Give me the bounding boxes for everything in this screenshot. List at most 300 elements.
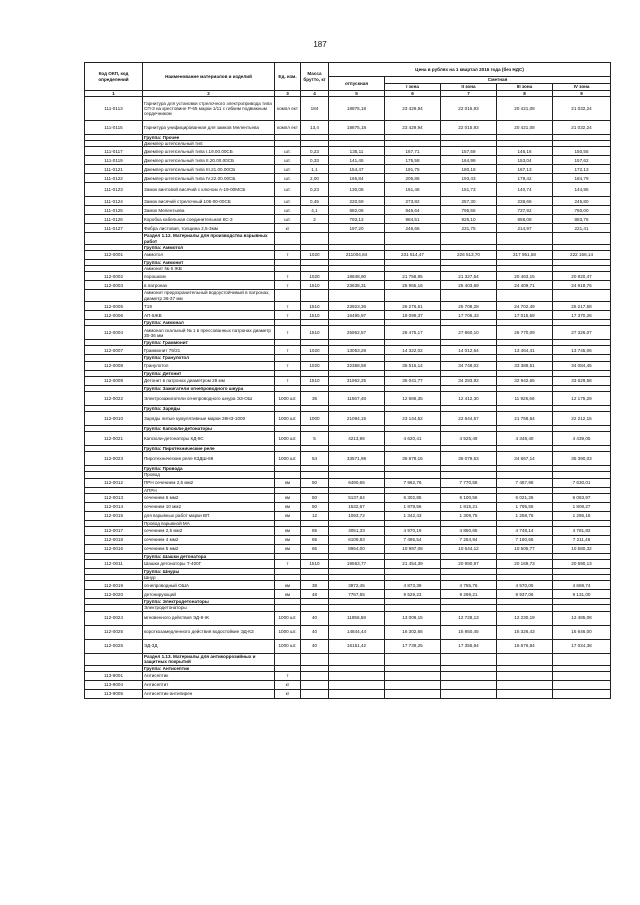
cell-unit: 1000 шт. — [275, 639, 301, 653]
cell-code: 112-0010 — [85, 411, 143, 425]
cell-price: 197,20 — [329, 224, 385, 233]
cell-unit: т — [275, 671, 301, 680]
cell-unit: км — [275, 544, 301, 553]
cell-mass: 2 — [301, 215, 329, 224]
cell-price: 19553,77 — [329, 559, 385, 568]
section-row — [85, 653, 611, 665]
group-title: Группа: Заряды — [143, 405, 275, 411]
cell-price: 13 745,06 — [553, 346, 611, 355]
cell-name: ЭД-3Д — [143, 639, 275, 653]
cell-name: Коробка кабельная соединительная КС-3 — [143, 215, 275, 224]
cell-price: 151,73 — [441, 183, 497, 197]
cell-empty — [385, 653, 441, 665]
cell-price: 795,55 — [441, 206, 497, 215]
cell-price: 1 879,56 — [385, 502, 441, 511]
table-row — [85, 215, 611, 224]
table-row — [85, 165, 611, 174]
section-row — [85, 233, 611, 244]
table-row — [85, 680, 611, 689]
cell-unit: кг — [275, 680, 301, 689]
cell-price: 25 708,28 — [441, 302, 497, 311]
cell-price: 154,47 — [329, 165, 385, 174]
cell-mass: 0,45 — [301, 197, 329, 206]
cell-empty — [275, 290, 301, 302]
cell-price: 6 100,56 — [441, 493, 497, 502]
cell-price: 4 748,14 — [497, 526, 553, 535]
cell-empty — [497, 233, 553, 244]
page-number: 187 — [313, 40, 327, 49]
cell-price: 20 920,47 — [553, 272, 611, 281]
cell-unit: шт. — [275, 206, 301, 215]
cell-price: 1 342,43 — [385, 511, 441, 520]
cell-name: Замок винтовой висячий с ключом А-19-00МСБ — [143, 183, 275, 197]
cell-price: 33 629,58 — [553, 376, 611, 385]
cell-name: Детонит в патронах диаметром 28 мм — [143, 376, 275, 385]
cell-name: Джемпер штепсельный типа III.21.00.00СБ — [143, 165, 275, 174]
cell-price: 238,66 — [497, 197, 553, 206]
cell-price: 27 326,07 — [553, 326, 611, 340]
cell-price — [441, 680, 497, 689]
group-title: Группа: Прочее — [143, 135, 275, 141]
column-number: 7 — [441, 91, 497, 97]
cell-empty — [85, 653, 143, 665]
table-row — [85, 147, 611, 156]
cell-unit: 1000 шт. — [275, 625, 301, 639]
cell-price: 25952,57 — [329, 326, 385, 340]
header-unit: Ед. изм. — [275, 63, 301, 91]
cell-unit: т — [275, 302, 301, 311]
cell-mass: 40 — [301, 611, 329, 625]
cell-code: 113-9004 — [85, 680, 143, 689]
cell-price — [329, 671, 385, 680]
cell-code: 112-0016 — [85, 544, 143, 553]
cell-code: 112-0018 — [85, 535, 143, 544]
group-title: Группа: Антисептик — [143, 665, 275, 671]
cell-price: 16495,97 — [329, 311, 385, 320]
cell-unit: компл ект — [275, 97, 301, 121]
cell-price: 35 515,14 — [385, 361, 441, 370]
cell-price: 22 212,15 — [553, 411, 611, 425]
cell-price: 34 667,14 — [497, 452, 553, 466]
header-zone-3: III зона — [497, 84, 553, 91]
table-row — [85, 326, 611, 340]
cell-price: 737,92 — [497, 206, 553, 215]
group-title: Группа: Детонит — [143, 370, 275, 376]
cell-name: Замок Мелентьева — [143, 206, 275, 215]
cell-price: 222 168,14 — [553, 250, 611, 259]
cell-price: 25 965,16 — [385, 281, 441, 290]
column-number: 8 — [497, 91, 553, 97]
cell-mass: 1510 — [301, 302, 329, 311]
cell-price: 682,06 — [329, 206, 385, 215]
cell-mass: 40 — [301, 639, 329, 653]
cell-price: 26 770,09 — [497, 326, 553, 340]
cell-name: Замок висячий стрелочный 105-00-00СБ — [143, 197, 275, 206]
cell-empty — [301, 653, 329, 665]
cell-mass: 65 — [301, 544, 329, 553]
cell-unit: шт. — [275, 156, 301, 165]
cell-price: 10 505,77 — [497, 544, 553, 553]
cell-price: 17 370,26 — [553, 311, 611, 320]
table-row — [85, 376, 611, 385]
cell-code: 111-0127 — [85, 224, 143, 233]
column-number: 2 — [143, 91, 275, 97]
table-row — [85, 544, 611, 553]
cell-name: Электрозажигатели огнепроводного шнура ЭЗ-ОШ — [143, 391, 275, 405]
group-title: Группа: Шнуры — [143, 568, 275, 574]
cell-mass: 13,4 — [301, 121, 329, 135]
cell-unit: км — [275, 590, 301, 599]
table-row — [85, 391, 611, 405]
cell-code: 112-0021 — [85, 432, 143, 446]
cell-mass: 50 — [301, 493, 329, 502]
group-title: Аммонит № 6 ЖВ — [143, 265, 275, 271]
cell-unit: т — [275, 281, 301, 290]
cell-price: 7 962,76 — [385, 478, 441, 487]
cell-price: 6 021,26 — [497, 493, 553, 502]
cell-unit: шт. — [275, 215, 301, 224]
cell-price: 925,10 — [441, 215, 497, 224]
cell-price — [553, 671, 611, 680]
cell-name: Граммонит 79/21 — [143, 346, 275, 355]
price-table — [84, 62, 611, 699]
cell-name: Антисептик-антипирен — [143, 689, 275, 698]
cell-price: 167,13 — [497, 165, 553, 174]
cell-code: 112-0020 — [85, 590, 143, 599]
cell-price — [329, 680, 385, 689]
cell-price: 17 706,43 — [441, 311, 497, 320]
cell-price: 11 926,66 — [497, 391, 553, 405]
cell-name: для взрывных работ марки ВП — [143, 511, 275, 520]
cell-mass: 48 — [301, 590, 329, 599]
cell-mass: 0,33 — [301, 156, 329, 165]
cell-price: 32368,58 — [329, 361, 385, 370]
cell-price: 141,45 — [329, 156, 385, 165]
cell-price: 21 454,39 — [385, 559, 441, 568]
cell-code: 111-0125 — [85, 206, 143, 215]
cell-name: детонирующий — [143, 590, 275, 599]
cell-price: 11856,58 — [329, 611, 385, 625]
cell-unit: 1000 шт. — [275, 391, 301, 405]
cell-unit: кг — [275, 689, 301, 698]
cell-empty — [275, 233, 301, 244]
table-row — [85, 281, 611, 290]
cell-price — [385, 689, 441, 698]
cell-price: 161,48 — [385, 183, 441, 197]
cell-price: 36 878,16 — [385, 452, 441, 466]
cell-price: 214,97 — [497, 224, 553, 233]
cell-name: Джемпер штепсельный типа II.20.00.00СБ — [143, 156, 275, 165]
group-title: Шнур — [143, 575, 275, 581]
cell-price: 36 079,53 — [441, 452, 497, 466]
group-title: Группа: Аммотол — [143, 244, 275, 250]
table-row — [85, 197, 611, 206]
table-row — [85, 639, 611, 653]
cell-price: 18848,90 — [329, 272, 385, 281]
cell-unit: компл ект — [275, 121, 301, 135]
cell-price: 14 012,64 — [441, 346, 497, 355]
cell-mass: 1020 — [301, 250, 329, 259]
cell-price: 34 748,02 — [441, 361, 497, 370]
cell-mass: 1510 — [301, 311, 329, 320]
table-row — [85, 689, 611, 698]
cell-price: 1 258,76 — [497, 511, 553, 520]
cell-name: в патронах — [143, 281, 275, 290]
cell-mass — [301, 671, 329, 680]
cell-unit: км — [275, 493, 301, 502]
cell-code: 113-9005 — [85, 689, 143, 698]
cell-name: Шашки детонаторы Т-400Г — [143, 559, 275, 568]
cell-name: Пиротехнические реле КЗДШ-69 — [143, 452, 275, 466]
cell-code: 112-0015 — [85, 511, 143, 520]
cell-name: Антисептит — [143, 680, 275, 689]
table-row — [85, 432, 611, 446]
column-number: 1 — [85, 91, 143, 97]
cell-price: 20 463,15 — [497, 272, 553, 281]
cell-price — [497, 689, 553, 698]
cell-unit: 1000 шт. — [275, 611, 301, 625]
header-code: Код ОКП, код определений — [85, 63, 143, 91]
cell-price — [385, 671, 441, 680]
cell-code: 112-0007 — [85, 346, 143, 355]
cell-mass: 1020 — [301, 361, 329, 370]
cell-empty — [497, 653, 553, 665]
cell-mass: 1020 — [301, 272, 329, 281]
cell-price — [441, 689, 497, 698]
group-title: Провод — [143, 472, 275, 478]
cell-mass: 1000 — [301, 411, 329, 425]
cell-price: 23 429,94 — [385, 121, 441, 135]
cell-code: 112-0009 — [85, 376, 143, 385]
cell-price: 8964,00 — [329, 544, 385, 553]
cell-mass: 1510 — [301, 376, 329, 385]
cell-price: 164,99 — [441, 156, 497, 165]
cell-unit: шт. — [275, 147, 301, 156]
header-price-group: Цена в рублях на 1 квартал 2016 года (без НДС) — [329, 63, 611, 77]
cell-price: 179,42 — [497, 174, 553, 183]
table-row — [85, 671, 611, 680]
header-name: Наименование материалов и изделий — [143, 63, 275, 91]
cell-price: 17 739,25 — [385, 639, 441, 653]
cell-mass — [301, 680, 329, 689]
cell-price: 7 630,01 — [553, 478, 611, 487]
cell-price: 18875,18 — [329, 97, 385, 121]
cell-name: короткозамедленного действия водостойкие ЭД-КЗ — [143, 625, 275, 639]
cell-mass: 50 — [301, 502, 329, 511]
cell-price — [497, 671, 553, 680]
cell-price: 3972,45 — [329, 581, 385, 590]
cell-empty — [441, 233, 497, 244]
cell-price: 12 412,30 — [441, 391, 497, 405]
cell-empty — [385, 290, 441, 302]
cell-price: 21 327,54 — [441, 272, 497, 281]
cell-mass: 0,23 — [301, 183, 329, 197]
group-title: Группа: Граммонит — [143, 340, 275, 346]
group-title: Группа: Электродетонаторы — [143, 599, 275, 605]
cell-price: 23923,36 — [329, 302, 385, 311]
table-row — [85, 611, 611, 625]
group-title: Провод взрывной МА — [143, 520, 275, 526]
cell-price: 12 485,08 — [553, 611, 611, 625]
cell-unit: т — [275, 559, 301, 568]
cell-code: 112-0003 — [85, 281, 143, 290]
cell-price: 35 390,03 — [553, 452, 611, 466]
cell-empty — [385, 233, 441, 244]
cell-code: 111-0119 — [85, 156, 143, 165]
cell-price: 4 620,41 — [385, 432, 441, 446]
cell-unit: т — [275, 376, 301, 385]
section-title: Раздел 1.13. Материалы для антикоррозийных и защитных покрытий — [143, 653, 275, 665]
cell-code: 112-0024 — [85, 611, 143, 625]
cell-mass: 1510 — [301, 326, 329, 340]
cell-unit: шт. — [275, 183, 301, 197]
table-row — [85, 361, 611, 370]
table-row — [85, 625, 611, 639]
cell-price: 4 755,76 — [441, 581, 497, 590]
cell-empty — [329, 290, 385, 302]
cell-unit: км — [275, 478, 301, 487]
cell-empty — [553, 653, 611, 665]
group-title: Джемпер штепсельный тип: — [143, 141, 275, 147]
cell-price: 33571,98 — [329, 452, 385, 466]
cell-price: 23 429,94 — [385, 97, 441, 121]
cell-price: 9 299,21 — [441, 590, 497, 599]
cell-price — [385, 680, 441, 689]
cell-code: 112-0013 — [85, 493, 143, 502]
header-zone-2: II зона — [441, 84, 497, 91]
cell-mass: 4,1 — [301, 206, 329, 215]
cell-price: 34 283,92 — [441, 376, 497, 385]
group-title: Группа: Зажигатели огнепроводного шнура — [143, 385, 275, 391]
group-title: Группа: Капсюли-детонаторы — [143, 425, 275, 431]
cell-name: сечением 6 мм2 — [143, 493, 275, 502]
cell-price: 1093,72 — [329, 511, 385, 520]
cell-price: 4213,96 — [329, 432, 385, 446]
cell-mass — [301, 689, 329, 698]
cell-price: 1532,67 — [329, 502, 385, 511]
column-number: 9 — [553, 91, 611, 97]
cell-price: 7767,55 — [329, 590, 385, 599]
cell-mass: 50 — [301, 478, 329, 487]
cell-price: 246,66 — [385, 224, 441, 233]
cell-price: 17 355,64 — [441, 639, 497, 653]
cell-code: 111-0122 — [85, 174, 143, 183]
cell-price: 24 409,71 — [497, 281, 553, 290]
cell-price: 146,16 — [497, 147, 553, 156]
cell-price: 220,59 — [329, 197, 385, 206]
cell-mass: 38 — [301, 581, 329, 590]
cell-price: 6109,83 — [329, 535, 385, 544]
cell-price: 157,59 — [441, 147, 497, 156]
cell-price: 12 230,19 — [497, 611, 553, 625]
header-release: отпускная — [329, 77, 385, 91]
table-row — [85, 156, 611, 165]
cell-name: Аммонал скальный № 1 в прессованных патронах диаметр 35-36 мм — [143, 326, 275, 340]
cell-price: 26 276,51 — [385, 302, 441, 311]
cell-price: 153,04 — [497, 156, 553, 165]
cell-name: Заряды литые кумулятивные марки ЗКНЗ-1000 — [143, 411, 275, 425]
cell-price: 25 403,69 — [441, 281, 497, 290]
cell-price: 31962,25 — [329, 376, 385, 385]
cell-price: 23 144,52 — [385, 411, 441, 425]
cell-unit: 1000 шт. — [275, 452, 301, 466]
table-row — [85, 97, 611, 121]
cell-price: 20 990,97 — [441, 559, 497, 568]
cell-price: 984,51 — [385, 215, 441, 224]
cell-price: 20 590,13 — [553, 559, 611, 568]
cell-price: 217 951,58 — [497, 250, 553, 259]
cell-price: 135,11 — [329, 147, 385, 156]
cell-price: 144,95 — [553, 183, 611, 197]
cell-mass: 40 — [301, 625, 329, 639]
table-row — [85, 590, 611, 599]
cell-price: 12 686,35 — [385, 391, 441, 405]
cell-mass: 1510 — [301, 281, 329, 290]
column-number: 5 — [329, 91, 385, 97]
cell-price: 4 525,49 — [441, 432, 497, 446]
cell-price: 6 063,97 — [553, 493, 611, 502]
cell-empty — [441, 653, 497, 665]
table-row — [85, 346, 611, 355]
cell-price: 11567,48 — [329, 391, 385, 405]
cell-name: порошком — [143, 272, 275, 281]
cell-unit: т — [275, 346, 301, 355]
cell-code: 111-0113 — [85, 97, 143, 121]
cell-price: 1 815,21 — [441, 502, 497, 511]
cell-name: мгновенного действия ЭД-8-Ж — [143, 611, 275, 625]
cell-price: 16 676,84 — [497, 639, 553, 653]
cell-price: 16 302,66 — [385, 625, 441, 639]
cell-price: 273,82 — [385, 197, 441, 206]
table-row — [85, 302, 611, 311]
table-row — [85, 526, 611, 535]
cell-empty — [85, 290, 143, 302]
group-title: Аммонит предохранительный водоустойчивый в патронах, диаметр 36-37 мм — [143, 290, 275, 302]
cell-unit: т — [275, 272, 301, 281]
cell-price: 9 131,00 — [553, 590, 611, 599]
cell-name: Гранулотол — [143, 361, 275, 370]
cell-price: 12 728,13 — [441, 611, 497, 625]
cell-price: 6490,66 — [329, 478, 385, 487]
table-row — [85, 452, 611, 466]
cell-name: огнепроводный ОША — [143, 581, 275, 590]
cell-price: 205,86 — [385, 174, 441, 183]
cell-price: 14844,44 — [329, 625, 385, 639]
cell-price: 7 495,54 — [385, 535, 441, 544]
column-number: 3 — [275, 91, 301, 97]
cell-price — [553, 689, 611, 698]
cell-price: 12 175,29 — [553, 391, 611, 405]
cell-price: 9 529,23 — [385, 590, 441, 599]
cell-price: 883,76 — [553, 215, 611, 224]
cell-unit: км — [275, 581, 301, 590]
cell-name: Фибра листовая, толщина 2,5-3мм — [143, 224, 275, 233]
cell-price: 10 997,08 — [385, 544, 441, 553]
cell-empty — [441, 290, 497, 302]
cell-price: 34 084,45 — [553, 361, 611, 370]
cell-price: 4 781,82 — [553, 526, 611, 535]
cell-price: 21 032,24 — [553, 121, 611, 135]
cell-name: сечением 5 мм2 — [143, 544, 275, 553]
cell-price: 24 918,76 — [553, 281, 611, 290]
table-row — [85, 311, 611, 320]
cell-price: 130,08 — [329, 183, 385, 197]
group-title: АПРН — [143, 487, 275, 493]
cell-price — [553, 680, 611, 689]
cell-price: 28 475,17 — [385, 326, 441, 340]
cell-price: 846,64 — [385, 206, 441, 215]
cell-code: 113-9001 — [85, 671, 143, 680]
